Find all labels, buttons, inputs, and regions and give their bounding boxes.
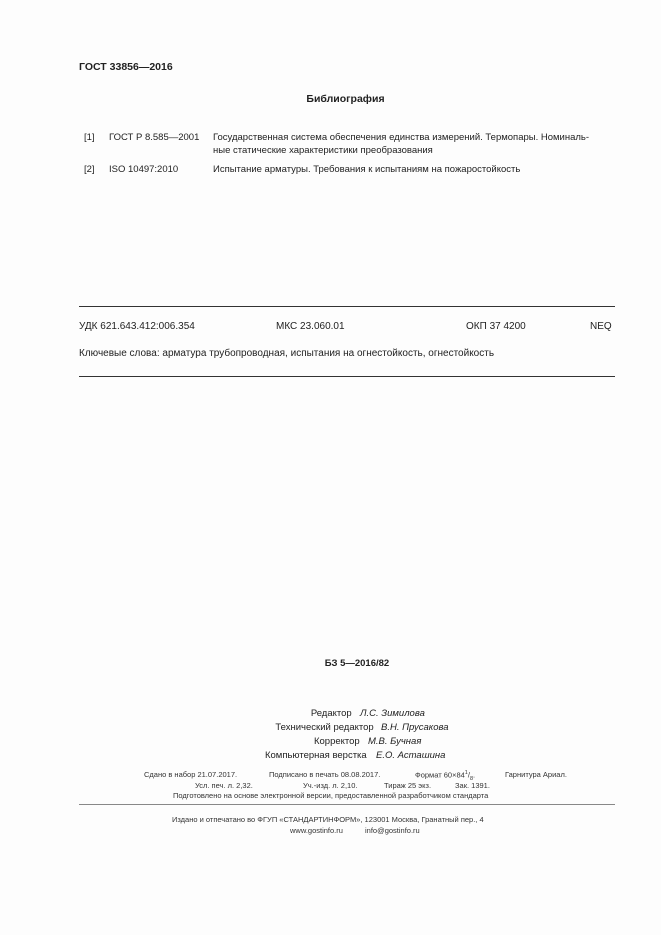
divider-bottom (79, 376, 615, 377)
neq-mark: NEQ (590, 321, 612, 332)
imprint-format: Формат $60\times 84^1/_8$. (415, 770, 476, 782)
credit-tech-editor-name (381, 722, 449, 733)
bibliography-item-standard: ISO 10497:2010 (109, 164, 179, 175)
imprint-divider (79, 804, 615, 805)
credit-role: Редактор (310, 708, 352, 719)
bibliography-title: Библиография (306, 93, 385, 105)
credit-layout-name (376, 750, 445, 761)
imprint-sent: Сдано в набор 21.07.2017. (144, 770, 238, 779)
credit-tech-editor (275, 722, 379, 733)
bibliography-item-title-line: ные статические характеристики преобразования (213, 145, 433, 156)
bibliography-item-title (213, 163, 520, 176)
credit-name: В.Н. Прусакова (381, 722, 449, 733)
imprint-uch: Уч.-изд. л. 2,10. (303, 781, 358, 790)
credit-corrector (314, 736, 365, 747)
imprint-usl: Усл. печ. л. 2,32. (195, 781, 253, 790)
imprint-prepared: Подготовлено на основе электронной версии, предоставленной разработчиком стандарта (173, 791, 489, 800)
imprint-format-end: . (473, 770, 476, 780)
udk-code: УДК 621.643.412:006.354 (79, 321, 195, 332)
credit-name: М.В. Бучная (368, 736, 422, 747)
keywords: Ключевые слова: арматура трубопроводная, испытания на огнестойкость, огнестойкость (79, 348, 495, 359)
imprint-published: Издано и отпечатано во ФГУП «СТАНДАРТИНФОРМ», 123001 Москва, Гранатный пер., 4 (172, 815, 484, 824)
credit-corrector-name (368, 736, 421, 747)
imprint-format-sub: 8 (469, 776, 474, 782)
bibliography-item-standard: ГОСТ Р 8.585—2001 (109, 132, 200, 143)
credit-layout (265, 750, 372, 761)
imprint-signed: Подписано в печать 08.08.2017. (269, 770, 381, 779)
credit-role: Корректор (313, 736, 360, 747)
imprint-format-sup: 1 (464, 770, 468, 776)
imprint-zak: Зак. 1391. (455, 781, 490, 790)
bibliography-item-number: [1] (84, 132, 95, 143)
divider-top (79, 306, 615, 307)
credit-editor-name (360, 708, 425, 719)
imprint-typeface: Гарнитура Ариал. (505, 770, 567, 779)
okp-code: ОКП 37 4200 (466, 321, 526, 332)
imprint-email: info@gostinfo.ru (365, 826, 420, 835)
bibliography-item-title (213, 131, 589, 157)
bibliography-item-number: [2] (84, 164, 95, 175)
credit-editor (311, 708, 357, 719)
imprint-format-label: Формат 60×84 (415, 770, 465, 780)
credit-name: Е.О. Асташина (376, 750, 446, 761)
credit-name: Л.С. Зимилова (360, 708, 425, 719)
document-id: ГОСТ 33856—2016 (79, 61, 173, 73)
mks-code: МКС 23.060.01 (276, 321, 345, 332)
imprint-tirazh: Тираж 25 экз. (384, 781, 432, 790)
credit-role: Технический редактор (275, 722, 374, 733)
bz-number: БЗ 5—2016/82 (324, 658, 390, 669)
bibliography-item-title-line: Испытание арматуры. Требования к испытаниям на пожаростойкость (213, 164, 521, 175)
imprint-web: www.gostinfo.ru (290, 826, 343, 835)
credit-role: Компьютерная верстка (264, 750, 367, 761)
bibliography-item-title-line: Государственная система обеспечения единства измерений. Термопары. Номиналь- (213, 132, 590, 143)
